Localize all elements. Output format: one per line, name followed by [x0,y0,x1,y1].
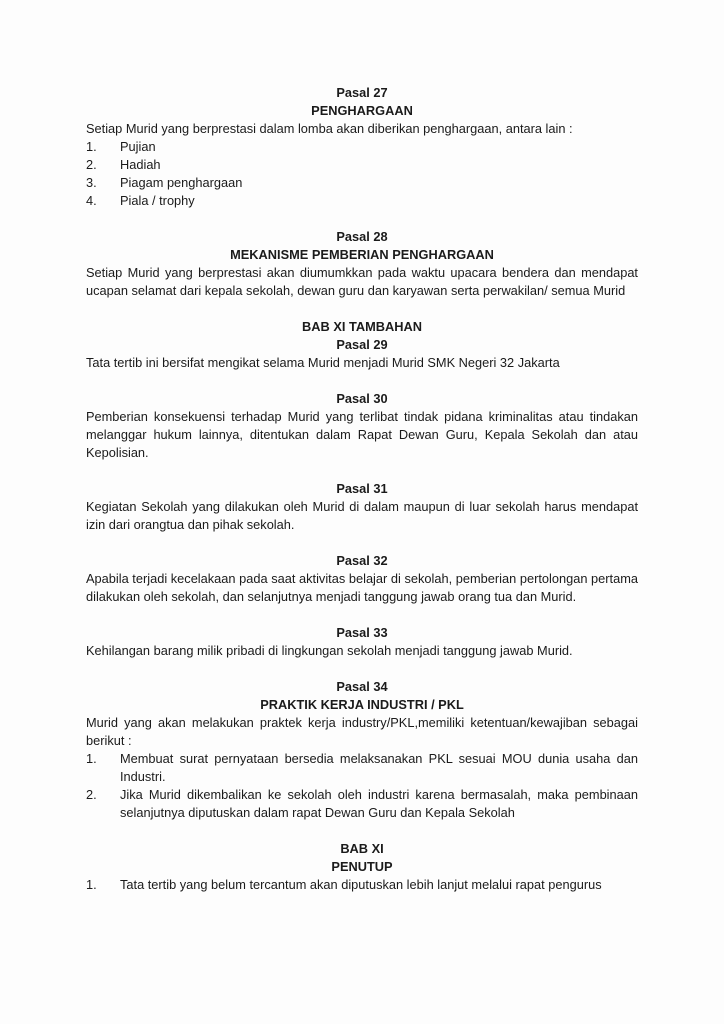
list-item-text: Membuat surat pernyataan bersedia melaksanakan PKL sesuai MOU dunia usaha dan Industri. [120,751,638,784]
chapter-heading: BAB XI TAMBAHAN [302,319,422,334]
article-pasal-33 [86,624,638,660]
list-item-marker: 2. [86,787,97,802]
article-pasal-28 [86,228,638,300]
article-body: Pemberian konsekuensi terhadap Murid yang terlibat tindak pidana kriminalitas atau tindakan melanggar hukum lainnya, ditentukan dalam Rapat Dewan Guru, Kepala Sekolah dan atau Kepolisian. [86,409,638,460]
list-item-marker: 1. [86,139,97,154]
article-body: Setiap Murid yang berprestasi dalam lomba akan diberikan penghargaan, antara lain : [86,121,573,136]
list-item [86,138,638,156]
list-item-marker: 1. [86,751,97,766]
chapter-heading: BAB XI [340,841,384,856]
list-item-text: Piagam penghargaan [120,175,243,190]
article-pasal-27 [86,84,638,210]
article-pasal-34 [86,678,638,822]
article-pasal-31 [86,480,638,534]
list-item [86,876,638,894]
list-item-marker: 2. [86,157,97,172]
list-item [86,174,638,192]
article-pasal-29 [86,318,638,372]
article-number: Pasal 32 [336,553,388,568]
article-pasal-30 [86,390,638,462]
article-body: Tata tertib ini bersifat mengikat selama Murid menjadi Murid SMK Negeri 32 Jakarta [86,355,560,370]
article-title: PENGHARGAAN [311,103,413,118]
article-penutup [86,840,638,894]
article-number: Pasal 29 [336,337,388,352]
numbered-list [86,138,638,210]
article-number: Pasal 27 [336,85,388,100]
list-item-marker: 4. [86,193,97,208]
list-item [86,750,638,786]
list-item [86,192,638,210]
list-item-text: Hadiah [120,157,161,172]
list-item [86,156,638,174]
article-body: Apabila terjadi kecelakaan pada saat aktivitas belajar di sekolah, pemberian pertolongan pertama dilakukan oleh sekolah, dan selanjutnya menjadi tanggung jawab orang tua dan Murid. [86,571,638,604]
list-item-marker: 1. [86,877,97,892]
article-number: Pasal 30 [336,391,388,406]
article-body: Setiap Murid yang berprestasi akan diumumkkan pada waktu upacara bendera dan mendapat ucapan selamat dari kepala sekolah, dewan guru dan karyawan serta perwakilan/ semua Murid [86,265,638,298]
article-title: MEKANISME PEMBERIAN PENGHARGAAN [230,247,494,262]
article-pasal-32 [86,552,638,606]
numbered-list [86,750,638,822]
list-item-marker: 3. [86,175,97,190]
article-title: PRAKTIK KERJA INDUSTRI / PKL [260,697,464,712]
article-body: Kegiatan Sekolah yang dilakukan oleh Murid di dalam maupun di luar sekolah harus mendapat izin dari orangtua dan pihak sekolah. [86,499,638,532]
article-body: Kehilangan barang milik pribadi di lingkungan sekolah menjadi tanggung jawab Murid. [86,643,573,658]
article-body: Murid yang akan melakukan praktek kerja industry/PKL,memiliki ketentuan/kewajiban sebagai berikut : [86,715,638,748]
numbered-list [86,876,638,894]
article-number: Pasal 28 [336,229,388,244]
list-item-text: Tata tertib yang belum tercantum akan diputuskan lebih lanjut melalui rapat pengurus [120,877,602,892]
article-number: Pasal 31 [336,481,388,496]
chapter-title: PENUTUP [331,859,393,874]
list-item-text: Piala / trophy [120,193,195,208]
list-item [86,786,638,822]
list-item-text: Jika Murid dikembalikan ke sekolah oleh industri karena bermasalah, maka pembinaan selanjutnya diputuskan dalam rapat Dewan Guru dan Kepala Sekolah [120,787,638,820]
article-number: Pasal 34 [336,679,388,694]
list-item-text: Pujian [120,139,156,154]
article-number: Pasal 33 [336,625,388,640]
